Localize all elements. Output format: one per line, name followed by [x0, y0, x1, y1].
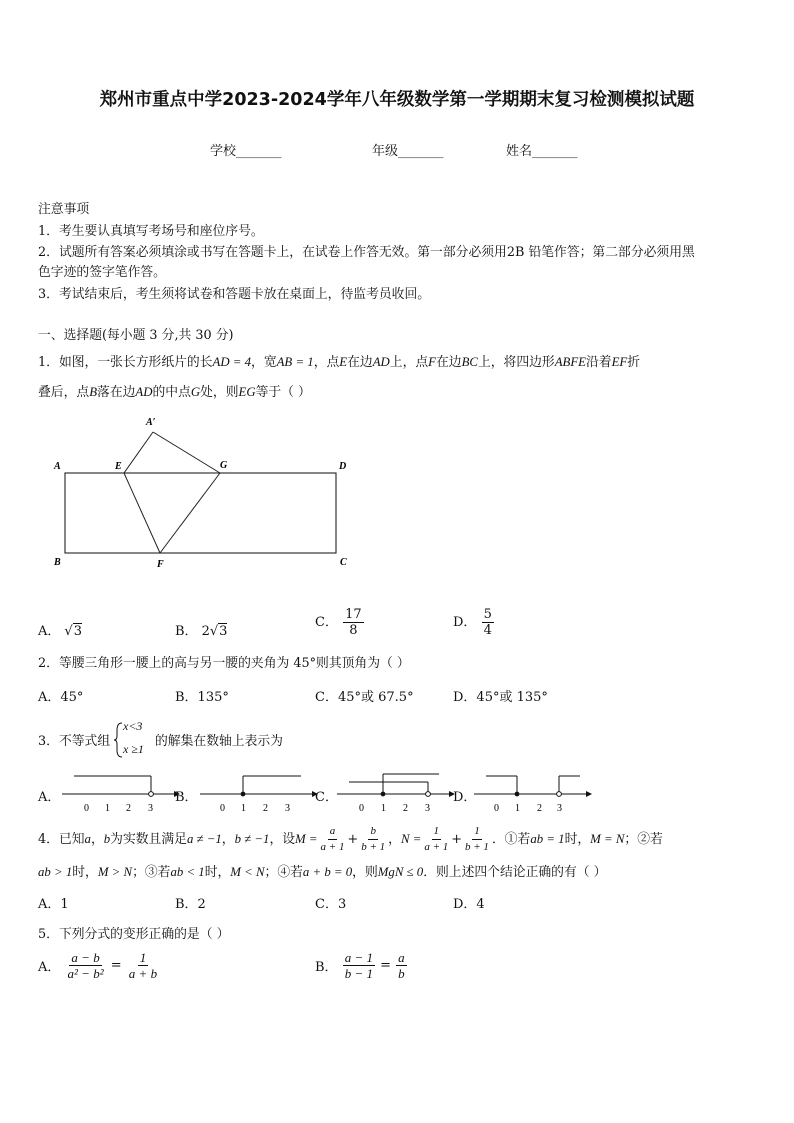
school-field: 学校_______: [210, 144, 282, 159]
tick-1: 1: [515, 803, 520, 814]
notice-item-2b: 色字迹的签字笔作答。: [38, 265, 166, 280]
tick-1: 1: [241, 803, 246, 814]
line-e-aprime: [124, 432, 153, 473]
question-2-stem: 2．等腰三角形一腰上的高与另一腰的夹角为 45°则其顶角为（ ）: [38, 656, 410, 671]
line-g-f: [160, 473, 220, 553]
q5-option-a[interactable]: A． $\frac{a - b}{\text{a² − b²}}$ = $\frac{1}{a + b}$: [38, 950, 158, 981]
label-f: F: [157, 559, 164, 570]
tick-3: 3: [425, 803, 430, 814]
tick-0: 0: [359, 803, 364, 814]
tick-0: 0: [220, 803, 225, 814]
question-1-line-1: 1．如图，一张长方形纸片的长AD = 4，宽AB = 1，点E在边AD上，点F在边BC上，将四边形ABFE沿着EF折: [38, 355, 641, 370]
question-4-line-1: 4．已知a，b为实数且满足a ≠ −1，b ≠ −1，设M = $\frac{a}{a + 1}$ + $\frac{b}{b + 1}$ ，N = $\frac{1}{a + 1}$ + $\frac{1}{b + 1}$ ．①若ab = 1时，M = N；②若: [38, 825, 663, 853]
tick-1: 1: [105, 803, 110, 814]
q1-option-c[interactable]: C． $\frac{17}{8}$: [315, 607, 362, 638]
label-b: B: [54, 557, 61, 568]
notice-item-3: 3．考试结束后，考生须将试卷和答题卡放在桌面上，待监考员收回。: [38, 287, 431, 302]
label-a-prime: A′: [146, 417, 156, 428]
tick-2: 2: [403, 803, 408, 814]
line-aprime-g: [153, 432, 220, 473]
q2-option-a[interactable]: A．45°: [38, 690, 84, 705]
q3-option-d-label[interactable]: D．: [453, 790, 477, 805]
tick-1: 1: [381, 803, 386, 814]
label-a: A: [54, 461, 61, 472]
tick-3: 3: [285, 803, 290, 814]
q3-option-a-numberline[interactable]: [60, 770, 180, 814]
question-3-stem-b: 的解集在数轴上表示为: [155, 734, 283, 749]
q3-option-c-label[interactable]: C．: [315, 790, 338, 805]
notice-heading: 注意事项: [38, 202, 90, 217]
rectangle-abcd: [65, 473, 336, 553]
tick-3: 3: [557, 803, 562, 814]
q3-option-b-label[interactable]: B．: [175, 790, 198, 805]
tick-0: 0: [84, 803, 89, 814]
label-d: D: [339, 461, 347, 472]
tick-3: 3: [148, 803, 153, 814]
question-4-line-2: ab > 1时，M > N；③若ab < 1时，M < N；④若a + b = 0，则MgN ≤ 0．则上述四个结论正确的有（ ）: [38, 865, 607, 880]
q2-option-d[interactable]: D．45°或 135°: [453, 690, 548, 705]
tick-2: 2: [126, 803, 131, 814]
tick-2: 2: [537, 803, 542, 814]
q3-option-c-numberline[interactable]: [335, 770, 455, 814]
name-field: 姓名_______: [506, 144, 578, 159]
label-e: E: [115, 461, 122, 472]
q4-option-d[interactable]: D．4: [453, 897, 485, 912]
q2-option-b[interactable]: B．135°: [175, 690, 229, 705]
label-c: C: [340, 557, 347, 568]
question-3-stem-a: 3．不等式组: [38, 734, 111, 749]
tick-2: 2: [263, 803, 268, 814]
inequality-1: x<3: [123, 719, 143, 733]
q1-option-a[interactable]: A． √3: [38, 624, 82, 639]
line-e-f: [124, 473, 160, 553]
q4-option-a[interactable]: A．1: [38, 897, 69, 912]
q3-option-b-numberline[interactable]: [198, 770, 318, 814]
question-1-line-2: 叠后，点B落在边AD的中点G处，则EG等于（ ）: [38, 385, 311, 400]
q5-option-b[interactable]: B． $\frac{a - 1}{b - 1}$ = $\frac{a}{b}$: [315, 950, 405, 981]
tick-0: 0: [494, 803, 499, 814]
q3-option-a-label[interactable]: A．: [38, 790, 61, 805]
q1-option-d[interactable]: D． $\frac{5}{4}$: [453, 607, 492, 638]
exam-title: 郑州市重点中学2023-2024学年八年级数学第一学期期末复习检测模拟试题: [99, 90, 695, 110]
question-5-stem: 5．下列分式的变形正确的是（ ）: [38, 927, 230, 942]
q4-option-b[interactable]: B．2: [175, 897, 206, 912]
q3-option-d-numberline[interactable]: [472, 770, 594, 814]
inequality-2: x ≥1: [123, 742, 144, 756]
section-heading: 一、选择题(每小题 3 分,共 30 分): [38, 328, 234, 343]
label-g: G: [220, 460, 228, 471]
grade-field: 年级_______: [372, 144, 444, 159]
q4-option-c[interactable]: C．3: [315, 897, 347, 912]
notice-item-2a: 2．试题所有答案必须填涂或书写在答题卡上，在试卷上作答无效。第一部分必须用2B 铅笔作答；第二部分必须用黑: [38, 245, 695, 260]
notice-item-1: 1．考生要认真填写考场号和座位序号。: [38, 224, 264, 239]
question-1-figure: [48, 410, 358, 575]
q2-option-c[interactable]: C．45°或 67.5°: [315, 690, 414, 705]
q1-option-b[interactable]: B． 2√3: [175, 624, 228, 639]
